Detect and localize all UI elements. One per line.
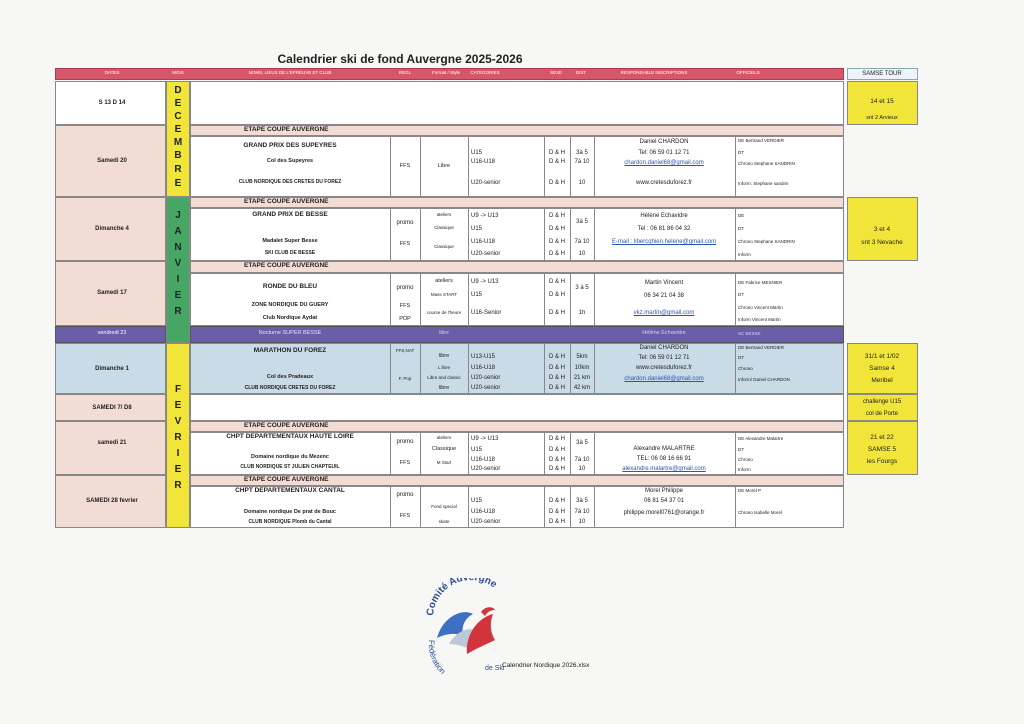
col-dividers: [544, 343, 545, 394]
event-dist: 7à 10: [574, 457, 590, 463]
col-dividers: [468, 486, 469, 528]
event-official: Chrono Stephane SANDRIN: [738, 239, 795, 244]
event-official: DE Bertrand VERDIER: [738, 138, 785, 143]
event-dist: 7à 10: [574, 509, 590, 515]
event-format: ateliers: [435, 278, 453, 284]
event-name: GRAND PRIX DE BESSE: [252, 211, 328, 218]
event-email-link[interactable]: chardon.daniel68@gmail.com: [624, 160, 704, 166]
month-letter: C: [174, 111, 182, 122]
event-club: Club Nordique Aydat: [262, 315, 318, 321]
event-dist: 7à 10: [574, 239, 590, 245]
empty-row-1: [190, 81, 844, 125]
event-sexe: D & H: [548, 239, 566, 245]
event-sexe: D & H: [548, 180, 566, 186]
event-sexe: D & H: [548, 310, 566, 316]
event-format: Libre and classic: [427, 375, 461, 380]
logo-text-ski: de Ski: [485, 665, 505, 672]
samse-text: 21 et 22: [870, 434, 894, 441]
event-dist: 3à 5: [576, 440, 588, 446]
event-regl: FFS: [399, 460, 411, 466]
col-dividers: [468, 273, 469, 326]
event-official: Inform/ Daniel CHARDON: [738, 377, 791, 382]
header-dates: DATES: [104, 70, 120, 75]
event-name: RONDE DU BLEU: [262, 283, 318, 290]
month-letter: B: [174, 150, 182, 161]
event-email-link[interactable]: alexandre.malartre@gmail.com: [622, 466, 706, 472]
date-cell-8: [55, 421, 166, 475]
nocturne-name: Nocturne SUPER BESSE: [258, 330, 322, 336]
event-sexe: D & H: [548, 447, 566, 453]
nocturne-official: SC BESSE: [738, 331, 761, 336]
event-cat: U20-senior: [471, 385, 501, 391]
date-s13-d14: S 13 D 14: [98, 100, 126, 106]
date-samedi-17: Samedi 17: [97, 290, 127, 296]
event-cat: U9 -> U13: [471, 279, 499, 285]
svg-text:Fédération: [427, 640, 448, 676]
month-letter: A: [174, 226, 182, 237]
month-letter: I: [176, 274, 180, 285]
event-sexe: D & H: [548, 498, 566, 504]
event-email-link[interactable]: chardon.daniel68@gmail.com: [624, 376, 704, 382]
samse-text: col de Porte: [865, 411, 899, 417]
event-sexe: D & H: [548, 466, 566, 472]
month-letter: V: [174, 258, 182, 269]
event-resp: Morel Philippe: [644, 488, 684, 494]
event-format: M Start: [436, 460, 452, 465]
empty-row-7: [190, 394, 844, 421]
event-regl: promo: [396, 439, 414, 445]
month-letter: I: [176, 448, 180, 459]
col-dividers: [594, 273, 595, 326]
event-regl: promo: [396, 285, 414, 291]
event-regl: FFS: [399, 241, 411, 247]
event-official: Chrono Vincent Martin: [738, 305, 783, 310]
event-cat: U13-U15: [471, 354, 496, 360]
event-official: DT: [738, 292, 744, 297]
header-categories: CATEGORIES: [470, 70, 500, 75]
etape-label: ETAPE COUPE AUVERGNE: [244, 126, 329, 133]
date-dimanche-4: Dimanche 4: [95, 226, 129, 232]
col-dividers: [570, 273, 571, 326]
samse-text: 14 et 15: [870, 98, 894, 105]
event-official: Inform Vincent Martin: [738, 317, 781, 322]
event-resp: TEL: 06 08 16 66 91: [636, 456, 692, 462]
header-format: Format / Style: [431, 70, 461, 75]
col-dividers: [420, 208, 421, 261]
samse-text: snt 3 Nevache: [861, 239, 903, 246]
event-regl: FFS: [399, 303, 411, 309]
event-official: Chrono Isabelle Morel: [738, 510, 783, 515]
event-format: libre: [438, 353, 450, 359]
col-dividers: [570, 432, 571, 475]
month-letter: V: [174, 416, 182, 427]
event-cat: U20-senior: [471, 251, 501, 257]
col-dividers: [420, 273, 421, 326]
header-officiels: OFFICIELS: [736, 70, 760, 75]
event-sexe: D & H: [548, 213, 566, 219]
nocturne-format: libre: [439, 330, 449, 336]
col-dividers: [544, 486, 545, 528]
event-lieu: Domaine nordique du Mezenc: [251, 454, 329, 460]
col-dividers: [420, 486, 421, 528]
event-sexe: D & H: [548, 354, 566, 360]
month-letter: J: [175, 210, 181, 221]
event-cat: U15: [471, 150, 483, 156]
etape-label: ETAPE COUPE AUVERGNE: [244, 476, 329, 483]
event-resp: 06 81 54 37 01: [643, 498, 685, 504]
event-resp: 06 34 21 04 38: [643, 293, 685, 299]
col-dividers: [594, 136, 595, 197]
event-sexe: D & H: [548, 292, 566, 298]
event-regl: FFS,NAT: [395, 348, 415, 353]
event-cat: U15: [471, 447, 483, 453]
event-dist: 10: [578, 251, 586, 257]
col-dividers: [735, 136, 736, 197]
event-cat: U16-Senior: [471, 310, 502, 316]
event-name: CHPT DEPARTEMENTAUX HAUTE LOIRE: [226, 433, 354, 440]
event-cat: U20-senior: [471, 519, 501, 525]
col-dividers: [570, 208, 571, 261]
event-sexe: D & H: [548, 226, 566, 232]
event-club: CLUB NORDIQUE CRETES DU FOREZ: [244, 385, 336, 391]
month-letter: E: [174, 464, 182, 475]
event-official: DT: [738, 150, 744, 155]
event-dist: 3à 5: [576, 498, 588, 504]
col-dividers: [594, 208, 595, 261]
event-resp: Alexandre MALARTRE: [633, 446, 695, 452]
date-dimanche-1: Dimanche 1: [95, 366, 129, 372]
event-resp: Tel: 06 59 01 12 71: [638, 355, 690, 361]
event-email-link[interactable]: E-mail : libercqhien.helene@gmail.com: [611, 239, 717, 245]
header-mois: MOIS: [172, 70, 184, 75]
month-letter: E: [174, 290, 182, 301]
etape-label: ETAPE COUPE AUVERGNE: [244, 422, 329, 429]
event-name: CHPT DEPARTEMENTAUX CANTAL: [235, 487, 345, 494]
event-lieu: Domaine nordique De prat de Bouc: [244, 509, 336, 515]
date-samedi-20: Samedi 20: [97, 158, 127, 164]
header-samse: SAMSE TOUR: [862, 71, 902, 77]
event-regl: promo: [396, 492, 414, 498]
event-dist: 10: [578, 180, 586, 186]
col-dividers: [468, 208, 469, 261]
month-letter: M: [173, 137, 183, 148]
event-sexe: D & H: [548, 159, 566, 165]
event-cat: U9 -> U13: [471, 213, 499, 219]
date-samedi-21: samedi 21: [97, 440, 127, 446]
event-sexe: D & H: [548, 150, 566, 156]
event-format: Mass START: [430, 292, 458, 297]
event-official: DE Morel P: [738, 488, 762, 493]
event-sexe: D & H: [548, 519, 566, 525]
event-dist: 3 à 5: [575, 285, 589, 291]
samse-text: challenge U15: [862, 399, 902, 405]
month-letter: F: [174, 384, 182, 395]
event-name: GRAND PRIX DES SUPEYRES: [243, 142, 337, 149]
event-dist: 10km: [574, 365, 590, 371]
samse-text: snt 2 Arvieux: [866, 115, 898, 121]
event-email-link[interactable]: vkz.martin@gmail.com: [633, 310, 695, 316]
event-official: DE Fabrice MESNIER: [738, 280, 783, 285]
col-dividers: [544, 136, 545, 197]
event-official: Chrono: [738, 366, 753, 371]
etape-label: ETAPE COUPE AUVERGNE: [244, 262, 329, 269]
col-dividers: [735, 486, 736, 528]
event-regl: FFS: [399, 513, 411, 519]
col-dividers: [468, 432, 469, 475]
event-sexe: D & H: [548, 375, 566, 381]
event-dist: 42 km: [573, 385, 591, 391]
event-cat: U16-U18: [471, 457, 496, 463]
event-cat: U20-senior: [471, 180, 501, 186]
event-cat: U16-U18: [471, 159, 496, 165]
event-resp: Tel: 06 59 01 12 71: [638, 150, 690, 156]
month-letter: E: [174, 400, 182, 411]
event-official: DT: [738, 447, 744, 452]
footer-filename: Calendrier Nordique 2026.xlsx: [502, 662, 590, 669]
samse-text: 31/1 et 1/02: [864, 353, 900, 360]
event-club: CLUB NORDIQUE DES CRETES DU FOREZ: [238, 179, 342, 185]
event-sexe: D & H: [548, 436, 566, 442]
col-dividers: [570, 486, 571, 528]
event-format: ateliers: [436, 435, 452, 440]
event-sexe: D & H: [548, 279, 566, 285]
col-dividers: [570, 343, 571, 394]
event-format: Classique: [431, 446, 457, 452]
event-resp: Tel : 06 81 86 04 32: [637, 226, 691, 232]
col-dividers: [468, 343, 469, 394]
header-sexe: SEXE: [549, 70, 563, 75]
col-dividers: [390, 273, 391, 326]
event-dist: 1h: [578, 310, 586, 316]
event-sexe: D & H: [548, 365, 566, 371]
event-format: libre: [438, 385, 450, 391]
col-dividers: [390, 208, 391, 261]
col-dividers: [468, 136, 469, 197]
col-dividers: [735, 343, 736, 394]
event-resp: Daniel CHARDON: [639, 139, 689, 145]
col-dividers: [594, 486, 595, 528]
month-letter: E: [174, 98, 182, 109]
event-format: skate: [438, 519, 450, 524]
samse-text: les Fourgs: [866, 458, 898, 465]
month-letter: R: [174, 432, 182, 443]
event-club: CLUB NORDIQUE ST JULIEN CHAPTEUIL: [240, 464, 340, 470]
date-vendredi-23: vendredi 23: [97, 330, 127, 336]
page-title: Calendrier ski de fond Auvergne 2025-2026: [277, 52, 523, 66]
month-letter: D: [174, 85, 182, 96]
event-cat: U16-U18: [471, 509, 496, 515]
event-lieu: ZONE NORDIQUE DU GUERY: [251, 302, 329, 308]
month-letter: E: [174, 178, 182, 189]
col-dividers: [735, 273, 736, 326]
event-lieu: Col des Pradeaux: [266, 374, 314, 380]
month-letter: R: [174, 480, 182, 491]
event-dist: 5km: [576, 354, 588, 360]
event-cat: U20-senior: [471, 375, 501, 381]
event-club: SKI CLUB DE BESSE: [264, 250, 316, 256]
event-resp: Daniel CHARDON: [639, 345, 689, 351]
event-regl: POP: [399, 316, 411, 322]
event-official: Inform: [738, 252, 751, 257]
event-official: Inform: [738, 467, 751, 472]
col-dividers: [390, 343, 391, 394]
col-dividers: [594, 343, 595, 394]
etape-label: ETAPE COUPE AUVERGNE: [244, 198, 329, 205]
header-responsable: RESPONSABLE INSCRIPTIONS: [620, 70, 688, 75]
event-dist: 10: [578, 519, 586, 525]
event-dist: 3à 5: [576, 219, 588, 225]
event-cat: U15: [471, 226, 483, 232]
event-official: Inform: Stephane sandrin: [738, 181, 789, 186]
event-sexe: D & H: [548, 385, 566, 391]
samse-text: Meribel: [871, 377, 893, 384]
event-format: course de l'heure: [426, 310, 462, 315]
event-cat: U15: [471, 292, 483, 298]
samse-text: SAMSE 5: [867, 446, 897, 453]
event-regl: F. Pop: [398, 376, 412, 381]
event-lieu: Madalet Super Besse: [262, 238, 318, 244]
nocturne-resp: Hélène Echavidre: [642, 330, 686, 336]
month-letter: N: [174, 242, 182, 253]
event-format: Libre: [437, 163, 451, 169]
col-dividers: [544, 432, 545, 475]
event-format: ateliers: [436, 212, 452, 217]
event-cat: U20-senior: [471, 466, 501, 472]
date-samedi-7-d8: SAMEDI 7/ D8: [92, 405, 132, 411]
header-dist: DIST: [575, 70, 587, 75]
event-format: Classique: [434, 225, 454, 230]
logo-text-bottom: Fédération: [426, 639, 448, 676]
event-official: DE Bertrand VERDIER: [738, 345, 785, 350]
col-dividers: [390, 432, 391, 475]
event-cat: U16-U18: [471, 365, 496, 371]
event-website: www.cretesduforez.fr: [635, 180, 693, 186]
header-noms: NOMS, LIEUX DE L'EPREUVE ET CLUB: [248, 70, 332, 75]
col-dividers: [390, 486, 391, 528]
event-cat: U16-U18: [471, 239, 496, 245]
col-dividers: [544, 273, 545, 326]
event-dist: 21 km: [573, 375, 591, 381]
event-email: philippe.morel0761@orange.fr: [623, 510, 705, 516]
col-dividers: [420, 343, 421, 394]
event-regl: FFS: [399, 163, 411, 169]
event-dist: 10: [578, 466, 586, 472]
month-letter: E: [174, 124, 182, 135]
col-dividers: [735, 432, 736, 475]
date-samedi-28-fevrier: SAMEDI 28 fevrier: [86, 498, 138, 504]
samse-text: 3 et 4: [873, 226, 891, 233]
samse-text: Samse 4: [869, 365, 895, 372]
event-sexe: D & H: [548, 457, 566, 463]
col-dividers: [735, 208, 736, 261]
event-official: DE: [738, 213, 745, 218]
event-official: Chrono: [738, 457, 753, 462]
event-dist: 3à 5: [576, 150, 588, 156]
event-format: Classique: [434, 244, 454, 249]
event-cat: U9 -> U13: [471, 436, 499, 442]
col-dividers: [420, 136, 421, 197]
col-dividers: [420, 432, 421, 475]
event-format: L libre: [437, 365, 451, 370]
event-dist: 7à 10: [574, 159, 590, 165]
month-letter: R: [174, 306, 182, 317]
event-lieu: Col des Supeyres: [266, 158, 314, 164]
event-format: Fond special: [431, 504, 457, 509]
col-dividers: [544, 208, 545, 261]
event-resp: Hélène Echavidre: [640, 213, 688, 219]
event-official: Chrono Stephane SANDRIN: [738, 161, 795, 166]
event-resp: Martin Vincent: [644, 280, 684, 286]
event-website: www.cretesduforez.fr: [635, 365, 693, 371]
event-sexe: D & H: [548, 509, 566, 515]
col-dividers: [594, 432, 595, 475]
event-official: DE Alexandre Malartre: [738, 436, 784, 441]
event-sexe: D & H: [548, 251, 566, 257]
col-dividers: [570, 136, 571, 197]
event-cat: U15: [471, 498, 483, 504]
event-regl: promo: [396, 220, 414, 226]
event-name: MARATHON DU FOREZ: [253, 347, 327, 354]
month-letter: R: [174, 164, 182, 175]
col-dividers: [390, 136, 391, 197]
event-official: DT: [738, 355, 744, 360]
logo-text-top: Comité Au gne: [424, 578, 499, 617]
event-official: DT: [738, 226, 744, 231]
event-club: CLUB NORDIQUE Plomb du Cantal: [248, 519, 332, 525]
header-regl: REGL: [398, 70, 412, 75]
